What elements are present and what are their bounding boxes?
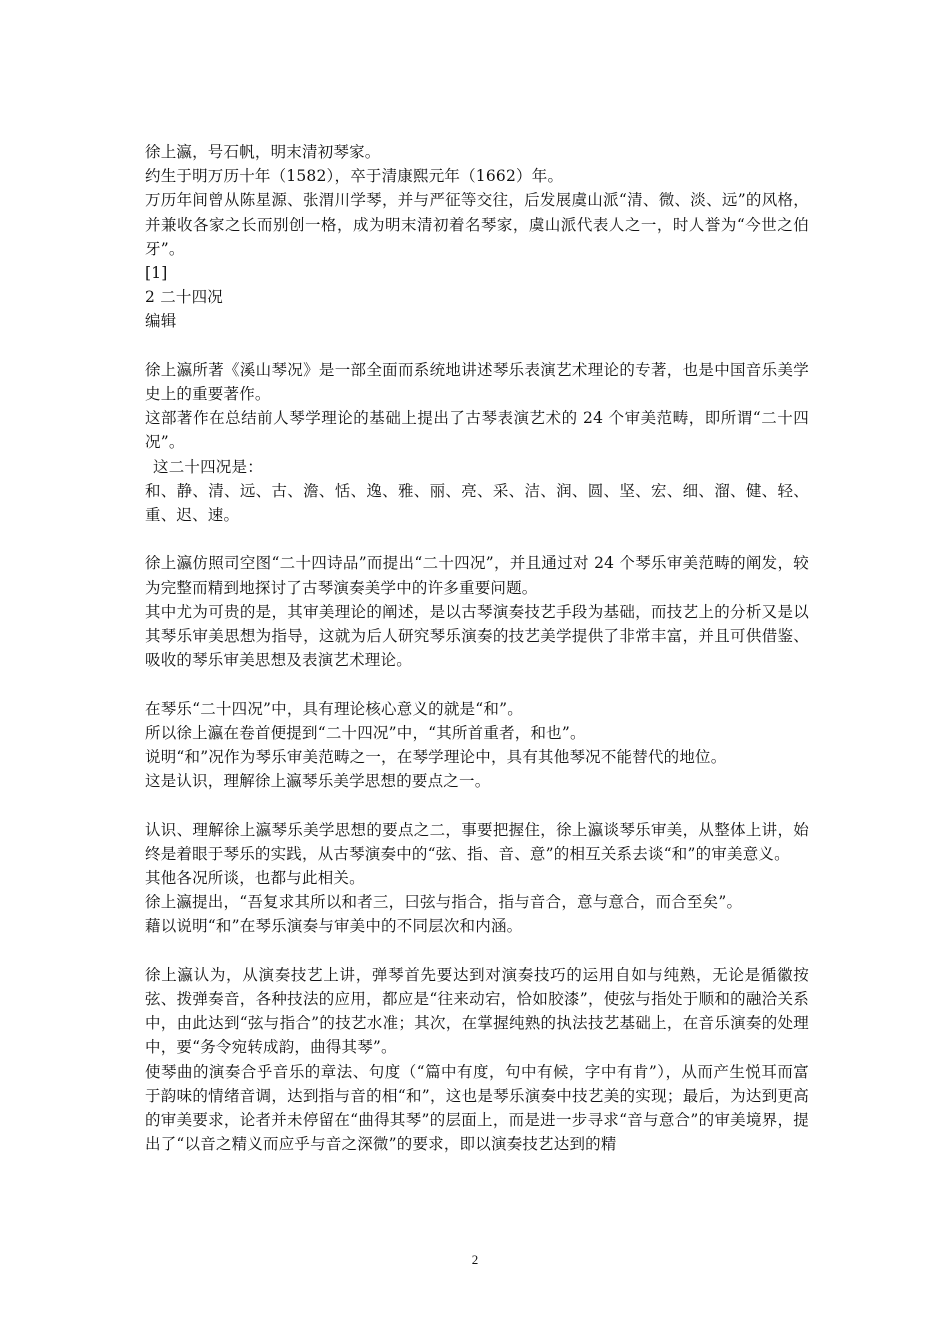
paragraph: 徐上瀛所著《溪山琴况》是一部全面而系统地讲述琴乐表演艺术理论的专著，也是中国音乐美学史上的重要著作。 [145, 360, 809, 404]
paragraph: 徐上瀛，号石帆，明末清初琴家。 [145, 143, 381, 161]
paragraph: 徐上瀛仿照司空图“二十四诗品”而提出“二十四况”，并且通过对 24 个琴乐审美范畴的阐发，较为完整而精到地探讨了古琴演奏美学中的许多重要问题。 [145, 554, 809, 597]
paragraph: 其中尤为可贵的是，其审美理论的阐述，是以古琴演奏技艺手段为基础，而技艺上的分析又是以其琴乐审美思想为指导，这就为后人研究琴乐演奏的技艺美学提供了非常丰富，并且可供借鉴、吸收的琴乐审美思想及表演艺术理论。 [145, 602, 809, 670]
blank-line [145, 672, 809, 696]
paragraph: 徐上瀛认为，从演奏技艺上讲，弹琴首先要达到对演奏技巧的运用自如与纯熟，无论是循徽按弦、拨弹奏音，各种技法的应用，都应是“往来动宕，恰如胶漆”，使弦与指处于顺和的融洽关系中，由此达到“弦与指合”的技艺水准；其次，在掌握纯熟的执法技艺基础上，在音乐演奏的处理中，要“务令宛转成韵，曲得其琴”。 [145, 965, 809, 1057]
paragraph: 使琴曲的演奏合乎音乐的章法、句度（“篇中有度，句中有候，字中有肯”），从而产生悦耳而富于韵味的情绪音调，达到指与音的相“和”，这也是琴乐演奏中技艺美的实现；最后，为达到更高的审美要求，论者并未停留在“曲得其琴”的层面上，而是进一步寻求“音与意合”的审美境界，提出了“以音之精义而应乎与音之深微”的要求，即以演奏技艺达到的精 [145, 1062, 809, 1154]
document-body [145, 140, 809, 1156]
paragraph: 这部著作在总结前人琴学理论的基础上提出了古琴表演艺术的 24 个审美范畴，即所谓“二十四况”。 [145, 409, 809, 452]
paragraph: 万历年间曾从陈星源、张渭川学琴，并与严征等交往，后发展虞山派“清、微、淡、远”的风格，并兼收各家之长而别创一格，成为明末清初着名琴家，虞山派代表人之一，时人誉为“今世之伯牙”。 [145, 191, 809, 258]
paragraph: 这是认识，理解徐上瀛琴乐美学思想的要点之一。 [145, 772, 491, 791]
paragraph: 所以徐上瀛在卷首便提到“二十四况”中，“其所首重者，和也”。 [145, 723, 586, 742]
paragraph: 徐上瀛提出，“吾复求其所以和者三，曰弦与指合，指与音合，意与意合，而合至矣”。 [145, 893, 743, 912]
paragraph: 在琴乐“二十四况”中，具有理论核心意义的就是“和”。 [145, 699, 523, 718]
citation-marker: [1] [145, 264, 168, 283]
paragraph: 和、静、清、远、古、澹、恬、逸、雅、丽、亮、采、洁、润、圆、坚、宏、细、溜、健、轻、重、迟、速。 [145, 481, 809, 525]
section-heading: 2 二十四况 [145, 288, 223, 307]
page-number: 2 [471, 1252, 479, 1267]
paragraph: 认识、理解徐上瀛琴乐美学思想的要点之二，事要把握住，徐上瀛谈琴乐审美，从整体上讲，始终是着眼于琴乐的实践，从古琴演奏中的“弦、指、音、意”的相互关系去谈“和”的审美意义。 [145, 820, 809, 863]
paragraph: 约生于明万历十年（1582），卒于清康熙元年（1662）年。 [145, 167, 564, 186]
blank-line [145, 793, 809, 817]
edit-label: 编辑 [145, 312, 177, 331]
blank-line [145, 527, 809, 551]
blank-line [145, 939, 809, 963]
paragraph: 这二十四况是： [153, 457, 263, 476]
blank-line [145, 334, 809, 358]
paragraph: 其他各况所谈，也都与此相关。 [145, 869, 365, 888]
paragraph: 说明“和”况作为琴乐审美范畴之一，在琴学理论中，具有其他琴况不能替代的地位。 [145, 748, 727, 767]
paragraph: 藉以说明“和”在琴乐演奏与审美中的不同层次和内涵。 [145, 917, 523, 936]
